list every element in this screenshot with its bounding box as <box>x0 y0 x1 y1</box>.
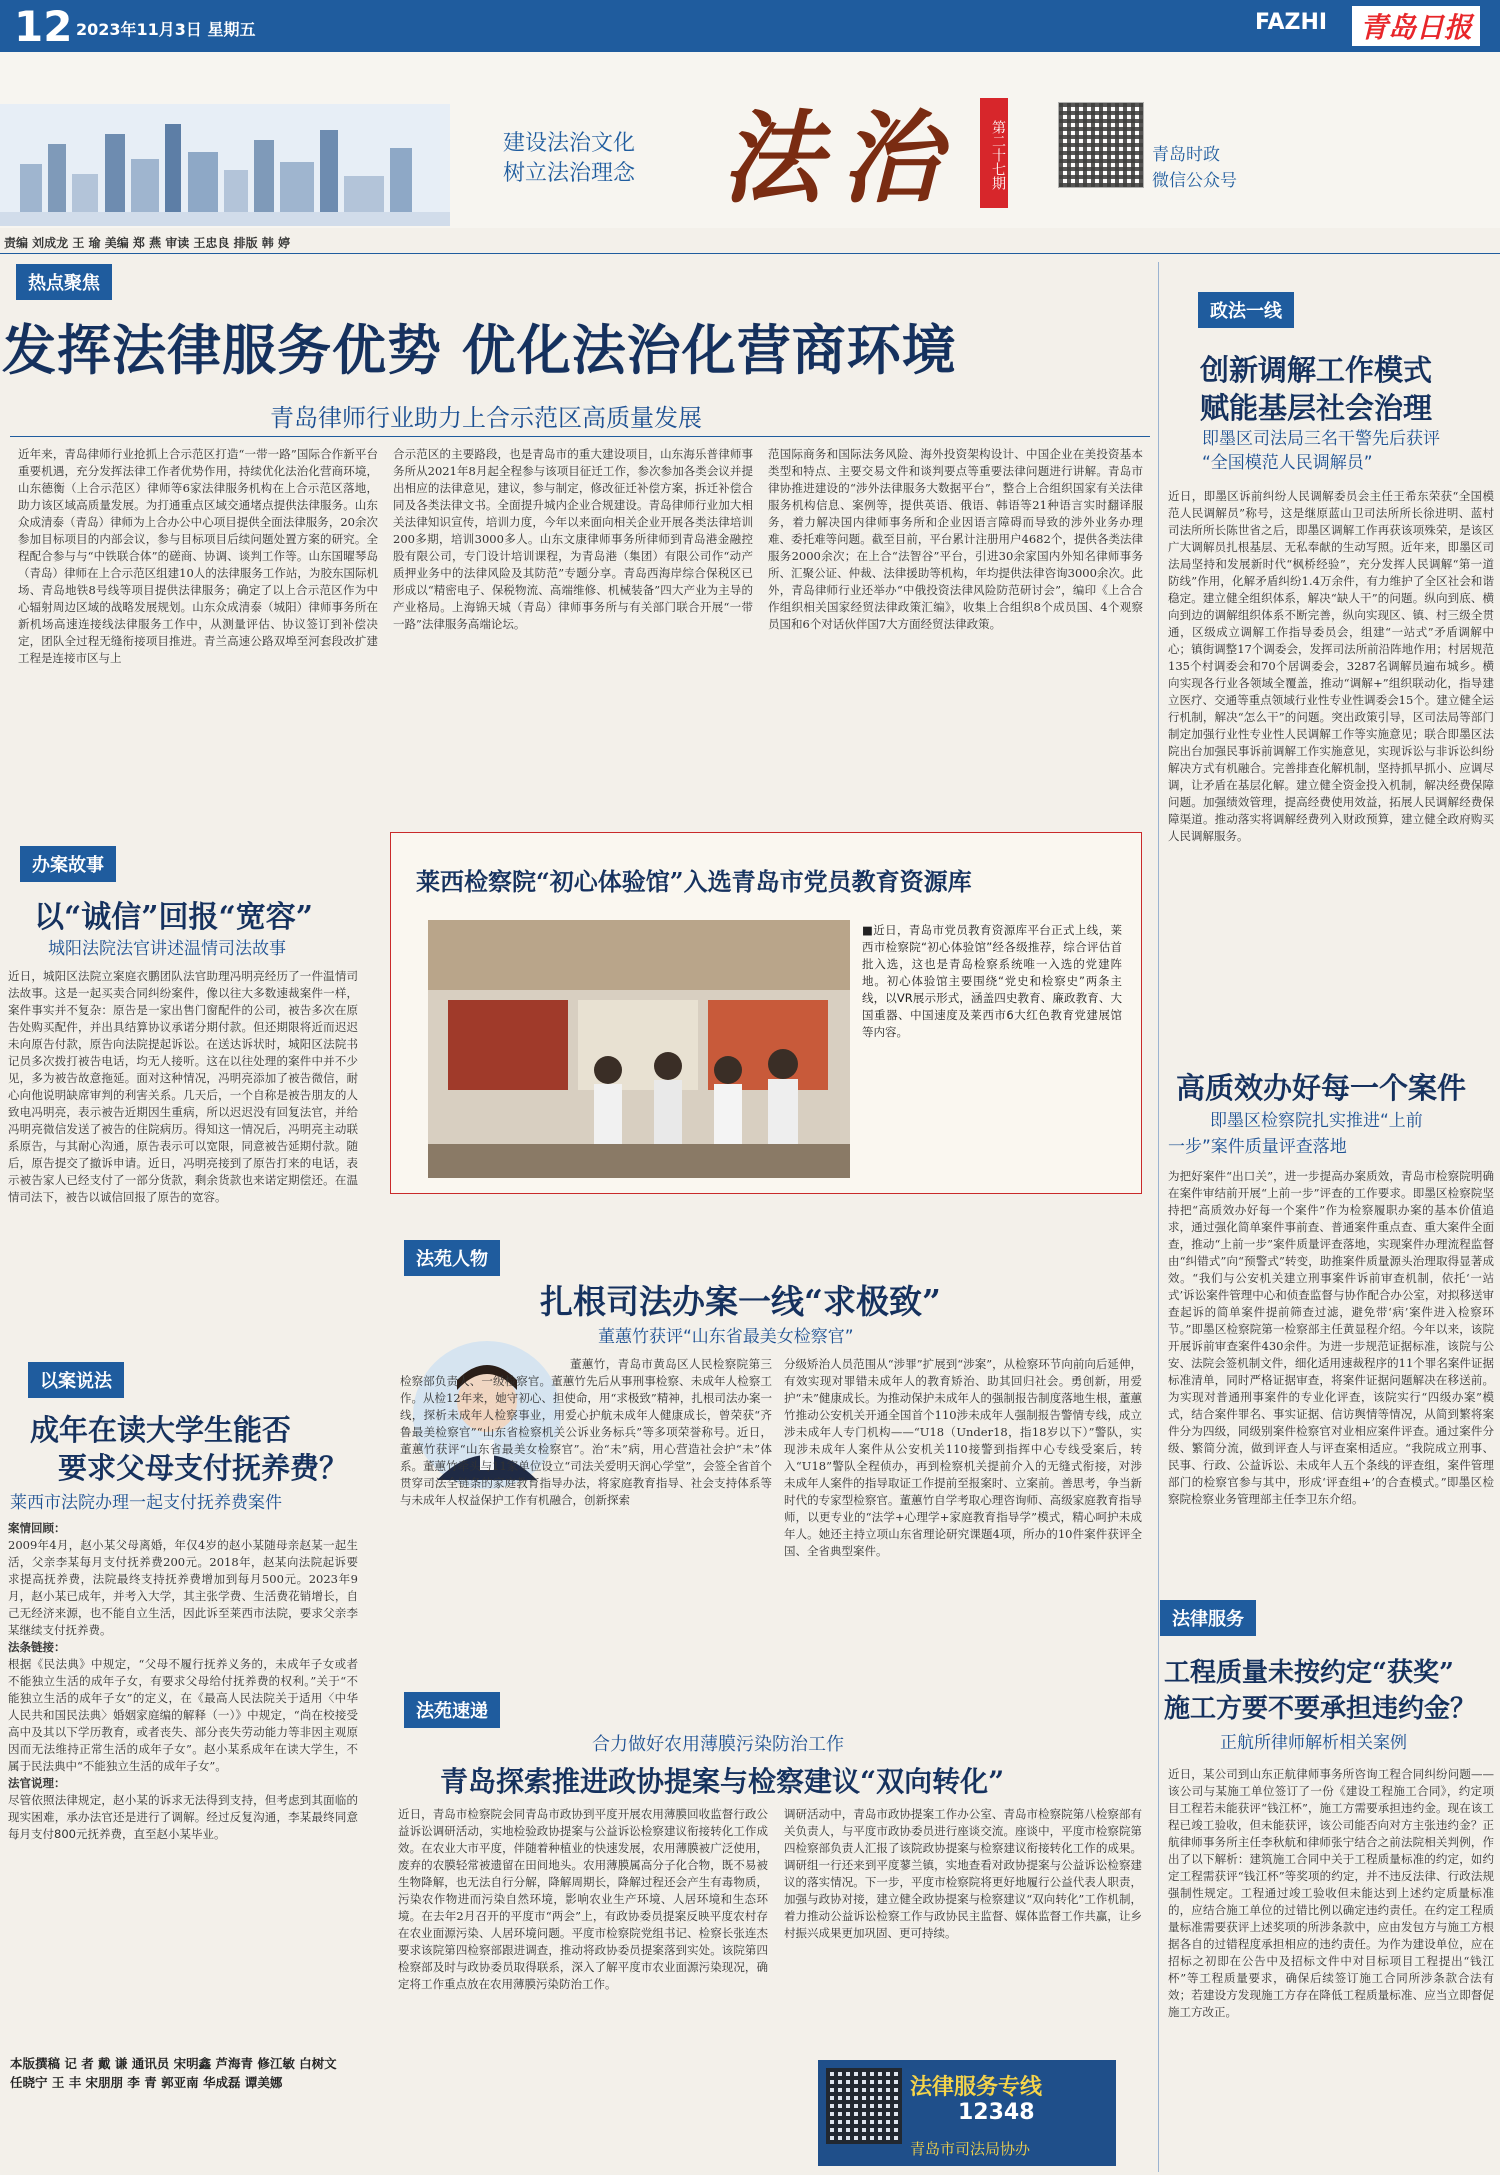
issue-number-badge: 第二十七期 <box>980 98 1008 208</box>
lead-headline: 发挥法律服务优势 优化法治化营商环境 <box>2 318 957 382</box>
section-title: 法治 <box>722 99 958 217</box>
page-number: 12 <box>14 2 73 51</box>
hotline-label: 法律服务专线 <box>910 2075 1043 2100</box>
reporter-credits: 本版撰稿 记 者 戴 谦 通讯员 宋明鑫 芦海青 修江敏 白树文 任晓宁 王 丰 宋朋朋 李 青 郭亚南 华成磊 谭美娜 <box>10 2056 337 2090</box>
figure-col-2: 分级矫治人员范围从“涉罪”扩展到“涉案”，从检察环节向前向后延伸，有效实现对罪错未成年人的教育矫治、助其回归社会。勇创新，用爱护“未”健康成长。为推动保护未成年人的强制报告制度落地生根，董蕙竹推动公安机关开通全国首个110涉未成年人强制报告警情专线，成立涉未成年人专门机构——“U18（Under18，指18岁以下）”警队，实现涉未成年人案件从公安机关110接警到指挥中心专线受案后，转入“U18”警队全程侦办，再到检察机关提前介入的无缝式衔接，对涉未成年人案件的指导取证工作提前至报案时、立案前。善思考，争当新时代的专家型检察官。董蕙竹自学考取心理咨询师、高级家庭教育指导师，以更专业的“法学+心理学+家庭教育指导学”模式，精心呵护未成年人。她还主持立项山东省理论研究课题4项，所办的10件案件获评全国、全省典型案件。 <box>784 1357 1142 1558</box>
office-story-body: 近日，城阳区法院立案庭衣鹏团队法官助理冯明亮经历了一件温情司法故事。这是一起买卖合同纠纷案件，像以往大多数速裁案件一样，案件事实并不复杂：原告是一家出售门窗配件的公司，被告多次在原告处购买配件，并出具结算协议承诺分期付款。但还期限将近而迟迟未向原告付款，原告向法院提起诉讼。在送达诉状时，城阳区法院书记员多次拨打被告电话，均无人接听。这在以往处理的案件中并不少见，多为被告故意拖延。面对这种情况，冯明亮添加了被告微信，耐心向他说明缺席审判的利害关系。几天后，一个自称是被告朋友的人致电冯明亮，表示被告近期因生重病，所以迟迟没有回复法官，并给冯明亮微信发送了被告的住院病历。得知这一情况后，冯明亮主动联系原告，与其耐心沟通，原告表示可以宽限，同意被告延期付款。随后，原告提交了撤诉申请。近日，冯明亮接到了原告打来的电话，表示被告家人已经支付了一部分货款，剩余货款也来诺定期偿还。在温情司法下，被告以诚信回报了原告的宽容。 <box>8 969 358 1204</box>
slogan-line-1: 建设法治文化 <box>503 131 636 156</box>
section-en: FAZHI <box>1255 10 1328 35</box>
politics-subtitle-2: “全国模范人民调解员” <box>1202 453 1373 473</box>
lead-col-3: 范国际商务和国际法务风险、海外投资架构设计、中国企业在美投资基本类型和特点、主要交易文件和谈判要点等重要法律问题进行讲解。青岛市律协推进建设的“涉外法律服务大数据平台”，整合上合组织国家有关法律服务机构信息、案例等，提供英语、俄语、韩语等21种语言实时翻译服务，着力解决国内律师事务所和企业因语言障碍而导致的涉外业务办理难、委托难等问题。截至目前，平台累计注册用户4682个，提供各类法律服务2000余次；在上合“法智谷”平台，引进30余家国内外知名律师事务所、汇聚公证、仲裁、法律援助等机构，年均提供法律咨询3000余次。此外，青岛律师行业还举办“中俄投资法律风险防范研讨会”，编印《上合合作组织相关国家经贸法律政策汇编》，收集上合组织8个成员国、4个观察员国和6个对话伙伴国7大方面经贸法律政策。 <box>768 447 1143 631</box>
section-tag-figure: 法苑人物 <box>404 1240 500 1276</box>
section-tag-politics: 政法一线 <box>1198 292 1294 328</box>
analysis-text: 根据《民法典》中规定，“父母不履行抚养义务的，未成年子女或者不能独立生活的成年子女，有要求父母给付抚养费的权利。”关于“不能独立生活的成年子女”的定义，在《最高人民法院关于适用〈中华人民共和国民法典〉婚姻家庭编的解释（一）》中规定，“尚在校接受高中及其以下学历教育，或者丧失、部分丧失劳动能力等非因主观原因而无法维持正常生活的成年子女”。赵小某系成年在读大学生，不属于民法典中“不能独立生活的成年子女”。 <box>8 1657 358 1773</box>
case-talk-title-2: 要求父母支付抚养费？ <box>58 1451 349 1485</box>
legal-service-title-1: 工程质量未按约定“获奖” <box>1164 1658 1454 1688</box>
section-tag-quick: 法苑速递 <box>404 1692 500 1728</box>
figure-col-1: 董蕙竹，青岛市黄岛区人民检察院第三检察部负责人、一级检察官。董蕙竹先后从事刑事检察、未成年人检察工作。从检12年来，她守初心、担使命，用“求极致”精神，扎根司法办案一线，探析未成年人检察事业，用爱心护航未成年人健康成长，曾荣获“齐鲁最美检察官”“山东省检察机关公诉业务标兵”等多项荣誉称号。近日，董蕙竹获评“山东省最美女检察官”。治“未”病，用心营造社会护“未”体系。董蕙竹牵头与11家单位设立“司法关爱明天润心学堂”，会签全省首个贯穿司法全链条的家庭教育指导办法，将家庭教育指导、社会支持体系等与未成年人权益保护工作有机融合，创新探索 <box>400 1357 772 1507</box>
wechat-qr-code <box>1058 102 1144 188</box>
editor-credits: 责编 刘成龙 王 瑜 美编 郑 燕 审读 王忠良 排版 韩 婷 <box>4 236 290 250</box>
politics-title-1: 创新调解工作模式 <box>1200 353 1433 387</box>
city-skyline-illustration <box>0 104 450 226</box>
photo-news-caption: ■近日，青岛市党员教育资源库平台正式上线，莱西市检察院“初心体验馆”经各级推荐，综合评估首批入选，这也是青岛检察系统唯一入选的党建阵地。初心体验馆主要围绕“党史和检察史”两条主线，以VR展示形式，涵盖四史教育、廉政教育、大国重器、中国速度及莱西市6大红色教育党建展馆等内容。 <box>862 923 1122 1039</box>
lead-col-1: 近年来，青岛律师行业抢抓上合示范区打造“一带一路”国际合作新平台重要机遇，充分发挥法律工作者优势作用，持续优化法治化营商环境，山东德衡（上合示范区）律师等6家法律服务机构在上合示范区落地，助力该区域高质量发展。为打通重点区域交通堵点提供法律服务。山东众成清泰（青岛）律师为上合办公中心项目提供全面法律服务，20余次参加目标项目的内部会议，参与目标项目后续问题处置方案的研究。全程配合参与与“中铁联合体”的磋商、协调、谈判工作等。山东国曜琴岛（青岛）律师在上合示范区组建10人的法律服务工作站，为胶东国际机场、青岛地铁8号线等项目提供法律服务；确定了以上合示范区作为中心辐射周边区域的战略发展规划。山东众成清泰（城阳）律师事务所在新机场高速连接线法律服务工作中，从测量评估、协议签订到补偿决定，团队全过程无缝衔接项目推进。青兰高速公路双埠至河套段改扩建工程是连接市区与上 <box>18 447 378 665</box>
lead-subtitle: 青岛律师行业助力上合示范区高质量发展 <box>270 404 702 432</box>
quick-col-1: 近日，青岛市检察院会同青岛市政协到平度开展农用薄膜回收监督行政公益诉讼调研活动，实地检验政协提案与公益诉讼检察建议衔接转化工作成效。在农业大市平度，伴随着种植业的快速发展，农用薄膜被广泛使用，废弃的农膜轻常被遗留在田间地头。农用薄膜属高分子化合物，既不易被生物降解，也无法自行分解，降解周期长，降解过程还会产生有毒物质，污染农作物进而污染自然环境，影响农业生产环境、人居环境和生态环境。在去年2月召开的平度市“两会”上，有政协委员提案反映平度农村存在农业面源污染、人居环境问题。平度市检察院党组书记、检察长张连杰要求该院第四检察部跟进调查，推动将政协委员提案落到实处。该院第四检察部及时与政协委员取得联系，深入了解平度市农业面源污染现况，确定将工作重点放在农用薄膜污染防治工作。 <box>398 1807 768 1991</box>
hotline-number: 12348 <box>958 2100 1035 2125</box>
legal-service-title-2: 施工方要不要承担违约金？ <box>1164 1694 1477 1724</box>
case-talk-body <box>8 1520 358 2040</box>
figure-title: 扎根司法办案一线“求极致” <box>540 1282 941 1321</box>
hotline-sponsor: 青岛市司法局协办 <box>910 2140 1031 2158</box>
slogan-line-2: 树立法治理念 <box>503 161 636 186</box>
analysis-label: 法条链接： <box>8 1640 66 1654</box>
wechat-label-2: 微信公众号 <box>1152 171 1237 191</box>
facts-label: 案情回顾： <box>8 1521 66 1535</box>
procuratorate-subtitle-2: 一步”案件质量评查落地 <box>1168 1137 1347 1157</box>
paper-logo: 青岛日报 <box>1352 6 1480 46</box>
hotline-qr-code <box>826 2068 902 2144</box>
comment-label: 法官说理： <box>8 1776 66 1790</box>
lead-rule <box>10 436 1150 437</box>
section-tag-hot: 热点聚焦 <box>16 264 112 300</box>
comment-text: 尽管依照法律规定，赵小某的诉求无法得到支持，但考虑到其面临的现实困难，承办法官还是进行了调解。经过反复沟通，李某最终同意每月支付800元抚养费，直至赵小某毕业。 <box>8 1793 358 1841</box>
exhibition-hall-photo <box>428 920 850 1178</box>
procuratorate-title: 高质效办好每一个案件 <box>1176 1071 1467 1105</box>
politics-subtitle-1: 即墨区司法局三名干警先后获评 <box>1202 429 1440 449</box>
office-story-title: 以“诚信”回报“宽容” <box>34 900 314 935</box>
facts-text: 2009年4月，赵小某父母离婚，年仅4岁的赵小某随母亲赵某一起生活，父亲李某每月支付抚养费200元。2018年，赵某向法院起诉要求提高抚养费，法院最终支持抚养费增加到每月500元。2023年9月，赵小某已成年，并考入大学，其主张学费、生活费花销增长，自己无经济来源，也不能自立生活，因此诉至莱西市法院，要求父亲李某继续支付抚养费。 <box>8 1538 358 1637</box>
quick-title: 青岛探索推进政协提案与检察建议“双向转化” <box>440 1765 1005 1798</box>
legal-service-body: 近日，某公司到山东正航律师事务所咨询工程合同纠纷问题——该公司与某施工单位签订了一份《建设工程施工合同》，约定项目工程若未能获评“钱江杯”，施工方需要承担违约金。现在该工程已竣工验收，但未能获评，该公司能否向对方主张违约金？正航律师事务所主任李秋航和律师张宁结合之前法院相关判例，作出了以下解析：建筑施工合同中关于工程质量标准的约定，如约定工程需获评“钱江杯”等奖项的约定，并不违反法律、行政法规强制性规定。工程通过竣工验收但未能达到上述约定质量标准的，应结合施工单位的过错比例以确定违约责任。在约定工程质量标准需要获评上述奖项的所涉条款中，应由发包方与施工方根据各自的过错程度承担相应的违约责任。为作为建设单位，应在招标之初即在公告中及招标文件中对目标项目工程提出“钱江杯”等工程质量要求，确保后续签订施工合同所涉条款合法有效；若建设方发现施工方存在降低工程质量标准、应当立即督促施工方改正。 <box>1168 1767 1494 2019</box>
photo-news-title: 莱西检察院“初心体验馆”入选青岛市党员教育资源库 <box>416 867 972 896</box>
legal-service-subtitle: 正航所律师解析相关案例 <box>1220 1733 1407 1753</box>
section-tag-office-story: 办案故事 <box>20 846 116 882</box>
office-story-subtitle: 城阳法院法官讲述温情司法故事 <box>48 939 286 959</box>
procuratorate-body: 为把好案件“出口关”，进一步提高办案质效，青岛市检察院明确在案件审结前开展“上前一步”评查的工作要求。即墨区检察院坚持把“高质效办好每一个案件”作为检察履职办案的基本价值追求，通过强化简单案件事前查、普通案件重点查、重大案件全面查，推动“上前一步”案件质量评查落地，实现案件办理流程监督由“纠错式”向“预警式”转变，助推案件质量源头治理取得显著成效。“我们与公安机关建立刑事案件诉前审查机制，依托‘一站式’诉讼案件管理中心和侦查监督与协作配合办公室，对拟移送审查起诉的简单案件提前筛查过滤，避免带‘病’案件进入检察环节。”即墨区检察院第一检察部主任黄显程介绍。今年以来，该院开展诉前审查案件430余件。为进一步规范证据标准，该院与公安、法院会签机制文件，细化适用速裁程序的11个罪名案件证据标准清单，同时严格证据审查，将案件证据问题解决在移送前。为实现对普通刑事案件的专业化评查，该院实行“四级办案”模式，结合案件罪名、事实证据、信访舆情等情况，从简到繁将案件分为四级，同级别案件检察官对业相应案件评查。通过案件分级、繁简分流，做到评查人与评查案相适应。“我院成立刑事、民事、行政、公益诉讼、未成年人五个条线的评查组，案件管理部门的检察官参与其中，形成‘评查组+’的合查模式。”即墨区检察院检察业务管理部主任李卫东介绍。 <box>1168 1169 1494 1506</box>
section-tag-case-talk: 以案说法 <box>28 1362 124 1398</box>
politics-title-2: 赋能基层社会治理 <box>1200 391 1433 425</box>
quick-kicker: 合力做好农用薄膜污染防治工作 <box>592 1734 844 1755</box>
issue-date: 2023年11月3日 星期五 <box>76 20 256 39</box>
section-tag-legal-service: 法律服务 <box>1160 1600 1256 1636</box>
masthead-rule <box>0 253 1500 254</box>
right-column-divider <box>1158 262 1159 2172</box>
procuratorate-subtitle-1: 即墨区检察院扎实推进“上前 <box>1210 1111 1423 1131</box>
figure-subtitle: 董蕙竹获评“山东省最美女检察官” <box>598 1327 854 1347</box>
case-talk-title-1: 成年在读大学生能否 <box>30 1413 292 1447</box>
politics-body: 近日，即墨区诉前纠纷人民调解委员会主任王希东荣获“全国模范人民调解员”称号，这是继原蓝山卫司法所所长徐进明、蓝村司法所所长陈世省之后，即墨区调解工作再获该项殊荣，是该区广大调解员扎根基层、无私奉献的生动写照。近年来，即墨区司法局坚持和发展新时代“枫桥经验”，充分发挥人民调解“第一道防线”作用，化解矛盾纠纷1.4万余件，有力维护了全区社会和谐稳定。建立健全组织体系，解决“缺人干”的问题。纵向到底、横向到边的调解组织体系不断完善，纵向实现区、镇、村三级全贯通，区级成立调解工作指导委员会，组建“一站式”矛盾调解中心；镇街调整17个调委会，发挥司法所前沿阵地作用；村居规范135个村调委会和70个居调委会，3287名调解员遍布城乡。横向实现各行业各领域全覆盖，推动“调解+”组织联动化，指导建立医疗、交通等重点领域行业性专业性调委会15个。建立健全运行机制，解决“怎么干”的问题。突出政策引导，区司法局等部门制定加强行业性专业性人民调解工作等实施意见；联合即墨区法院出台加强民事诉前调解工作实施意见，实现诉讼与非诉讼纠纷解决方式有机融合。完善排查化解机制，坚持抓早抓小、应调尽调，让矛盾在基层化解。建立健全资金投入机制，解决经费保障问题。加强绩效管理，提高经费使用效益，拓展人民调解经费保障渠道。推动落实将调解经费列入财政预算，建立健全政府购买人民调解服务。 <box>1168 489 1494 843</box>
wechat-label-1: 青岛时政 <box>1152 145 1220 165</box>
case-talk-subtitle: 莱西市法院办理一起支付抚养费案件 <box>10 1493 282 1513</box>
quick-col-2: 调研活动中，青岛市政协提案工作办公室、青岛市检察院第八检察部有关负责人，与平度市政协委员进行座谈交流。座谈中，平度市检察院第四检察部负责人汇报了该院政协提案与检察建议衔接转化工作的成果。调研组一行还来到平度蓼兰镇，实地查看对政协提案与公益诉讼检察建议的落实情况。下一步，平度市检察院将更好地履行公益代表人职责，加强与政协对接，建立健全政协提案与检察建议“双向转化”工作机制，着力推动公益诉讼检察工作与政协民主监督、媒体监督工作共赢，让乡村振兴成果更加巩固、更可持续。 <box>784 1807 1142 1940</box>
lead-col-2: 合示范区的主要路段，也是青岛市的重大建设项目，山东海乐普律师事务所从2021年8月起全程参与该项目征迁工作，参次参加各类会议并提出相应的法律意见，建议，参与制定，修改征迁补偿方案，拆迁补偿合同及各类法律文书。全面提升城内企业合规建设。青岛律师行业加大相关法律知识宣传，培训力度，今年以来面向相关企业开展各类法律培训200多期，培训3000多人。山东文康律师事务所律师到青岛港金融控股有限公司，专门设计培训课程，为青岛港（集团）有限公司作“动产质押业务中的法律风险及其防范”专题分享。青岛西海岸综合保税区已形成以“精密电子、保税物流、高端维修、机械装备”四大产业为主导的产业格局。上海锦天城（青岛）律师事务所与有关部门联合开展“一带一路”法律服务高端论坛。 <box>393 447 753 631</box>
